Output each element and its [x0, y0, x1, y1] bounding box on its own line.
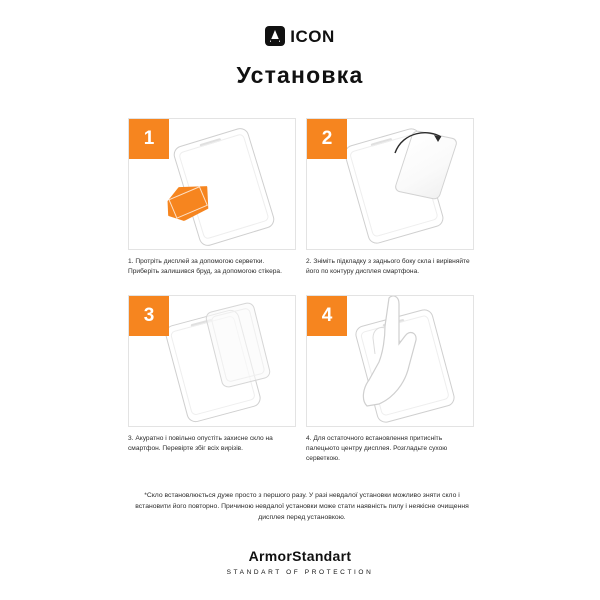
step-2 — [306, 118, 474, 289]
step-3 — [128, 295, 296, 466]
installation-note: *Скло встановлюється дуже просто з першого разу. У разі невдалої установки можливо зняти скло і встановити його повторно. Причиною невдалої установки може стати наявність пилу і неякісне очищення дисплея перед установкою. — [135, 492, 469, 522]
step-4-number: 4 — [307, 296, 347, 336]
step-2-caption: 2. Зніміть підкладку з заднього боку скла і вирівняйте його по контуру дисплея смартфона. — [306, 258, 470, 276]
brand-logo — [265, 26, 335, 46]
step-4 — [306, 295, 474, 466]
footer-brand-name: ArmorStandart — [248, 548, 352, 564]
steps-grid — [128, 118, 474, 466]
step-3-caption: 3. Акуратно і повільно опустіть захисне скло на смартфон. Перевірте збіг всіх вирізів. — [128, 435, 273, 453]
armor-shield-icon — [265, 26, 285, 46]
footer-brand-tagline: STANDART OF PROTECTION — [226, 569, 374, 576]
step-1-number: 1 — [129, 119, 169, 159]
hand-icon — [359, 295, 435, 410]
brand-name: ICON — [290, 26, 335, 46]
page-title: Установка — [236, 62, 364, 88]
step-1-caption: 1. Протріть дисплей за допомогою серветки. Приберіть залишився бруд, за допомогою стікера. — [128, 258, 282, 276]
brand-header — [0, 26, 600, 46]
step-1 — [128, 118, 296, 289]
curved-arrow-icon — [393, 127, 445, 157]
step-4-caption: 4. Для остаточного встановлення притисніть палецьюто центру дисплея. Розгладьте сухою серветкою. — [306, 435, 448, 463]
step-4-illustration — [306, 295, 474, 427]
step-2-number: 2 — [307, 119, 347, 159]
step-3-illustration — [128, 295, 296, 427]
cloth-fold-icon — [168, 186, 208, 219]
step-2-illustration — [306, 118, 474, 250]
footer-brand — [0, 548, 600, 576]
step-1-illustration — [128, 118, 296, 250]
step-3-number: 3 — [129, 296, 169, 336]
